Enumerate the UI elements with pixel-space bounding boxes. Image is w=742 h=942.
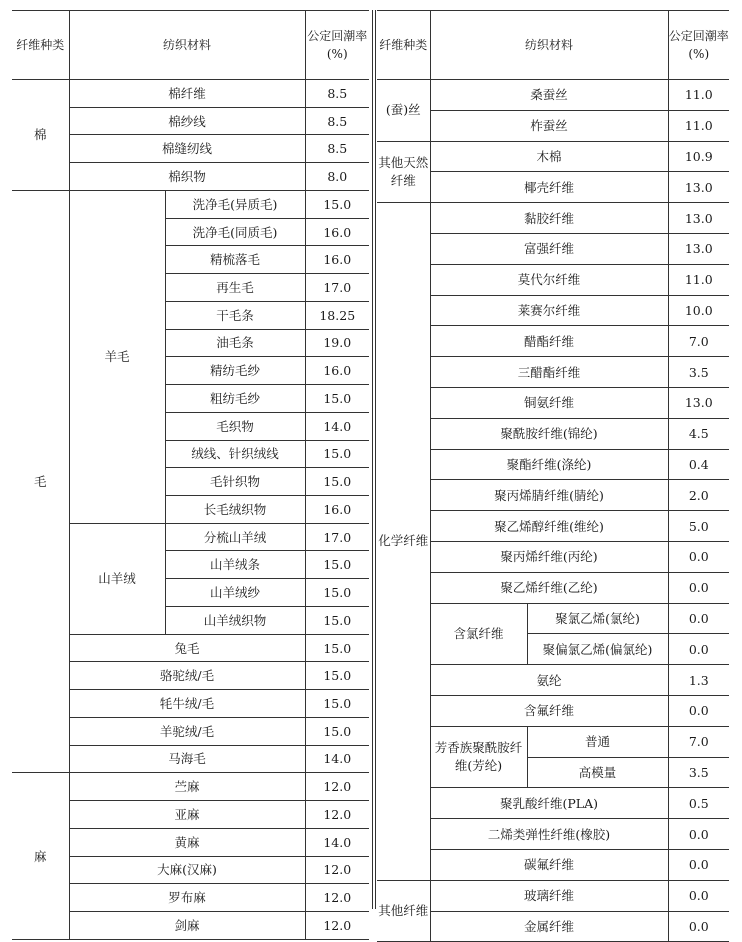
- material-name: 碳氟纤维: [430, 849, 668, 880]
- material-name: 山羊绒织物: [165, 606, 305, 634]
- material-name: 绒线、针织绒线: [165, 440, 305, 468]
- regain-value: 0.0: [668, 634, 729, 665]
- material-name: 聚酯纤维(涤纶): [430, 449, 668, 480]
- material-name: 醋酯纤维: [430, 326, 668, 357]
- regain-value: 3.5: [668, 357, 729, 388]
- material-name: 兔毛: [69, 634, 305, 662]
- material-name: 聚丙烯腈纤维(腈纶): [430, 480, 668, 511]
- material-name: 三醋酯纤维: [430, 357, 668, 388]
- material-name: 棉缝纫线: [69, 135, 305, 163]
- header-material: 纺织材料: [69, 11, 305, 80]
- regain-value: 11.0: [668, 264, 729, 295]
- table-row: [377, 911, 729, 942]
- material-name: 铜氨纤维: [430, 387, 668, 418]
- material-name: 大麻(汉麻): [69, 856, 305, 884]
- table-row: [377, 11, 729, 80]
- material-name: 聚乙烯纤维(乙纶): [430, 572, 668, 603]
- material-name: 木棉: [430, 141, 668, 172]
- regain-value: 1.3: [668, 665, 729, 696]
- table-row: [377, 326, 729, 357]
- regain-value: 3.5: [668, 757, 729, 788]
- regain-value: 15.0: [305, 190, 369, 218]
- regain-value: 13.0: [668, 233, 729, 264]
- material-name: 莫代尔纤维: [430, 264, 668, 295]
- category-hemp: 麻: [12, 773, 69, 939]
- material-name: 骆驼绒/毛: [69, 662, 305, 690]
- category-chemical: 化学纤维: [377, 203, 430, 881]
- regain-value: 0.0: [668, 603, 729, 634]
- table-row: [12, 773, 369, 801]
- category-other-fibers: 其他纤维: [377, 880, 430, 942]
- regain-value: 13.0: [668, 387, 729, 418]
- header-category: 纤维种类: [377, 11, 430, 80]
- material-name: 苎麻: [69, 773, 305, 801]
- category-other-natural: 其他天然纤维: [377, 141, 430, 203]
- regain-value: 15.0: [305, 662, 369, 690]
- table-row: [377, 541, 729, 572]
- regain-value: 8.5: [305, 80, 369, 108]
- regain-value: 16.0: [305, 218, 369, 246]
- regain-value: 0.0: [668, 880, 729, 911]
- table-row: [12, 11, 369, 80]
- table-row: [377, 572, 729, 603]
- material-name: 精梳落毛: [165, 246, 305, 274]
- material-name: 黏胶纤维: [430, 203, 668, 234]
- table-row: [377, 80, 729, 111]
- regain-value: 8.5: [305, 107, 369, 135]
- table-row: [377, 695, 729, 726]
- category-wool: 毛: [12, 190, 69, 772]
- table-row: [377, 203, 729, 234]
- table-row: [377, 511, 729, 542]
- regain-value: 13.0: [668, 172, 729, 203]
- regain-value: 12.0: [305, 773, 369, 801]
- material-name: 玻璃纤维: [430, 880, 668, 911]
- material-name: 富强纤维: [430, 233, 668, 264]
- material-name: 洗净毛(异质毛): [165, 190, 305, 218]
- material-name: 聚乙烯醇纤维(维纶): [430, 511, 668, 542]
- regain-value: 14.0: [305, 412, 369, 440]
- material-name: 羊驼绒/毛: [69, 717, 305, 745]
- material-name: 洗净毛(同质毛): [165, 218, 305, 246]
- table-row: [377, 264, 729, 295]
- subcategory-cashmere: 山羊绒: [69, 523, 165, 634]
- regain-value: 17.0: [305, 523, 369, 551]
- regain-value: 12.0: [305, 912, 369, 940]
- regain-value: 18.25: [305, 301, 369, 329]
- material-name: 普通: [527, 726, 668, 757]
- regain-value: 5.0: [668, 511, 729, 542]
- regain-value: 15.0: [305, 468, 369, 496]
- regain-value: 14.0: [305, 828, 369, 856]
- table-row: [377, 603, 729, 634]
- regain-value: 15.0: [305, 551, 369, 579]
- material-name: 分梳山羊绒: [165, 523, 305, 551]
- table-row: [377, 819, 729, 850]
- table-row: [377, 880, 729, 911]
- material-name: 毛织物: [165, 412, 305, 440]
- material-name: 金属纤维: [430, 911, 668, 942]
- left-regain-table: [12, 10, 369, 940]
- regain-value: 10.9: [668, 141, 729, 172]
- category-cotton: 棉: [12, 80, 69, 191]
- category-silk: (蚕)丝: [377, 80, 430, 142]
- material-name: 精纺毛纱: [165, 357, 305, 385]
- header-regain: 公定回潮率(%): [668, 11, 729, 80]
- subcategory-chlorine: 含氯纤维: [430, 603, 527, 665]
- material-name: 黄麻: [69, 828, 305, 856]
- table-divider: [372, 10, 376, 909]
- material-name: 山羊绒纱: [165, 579, 305, 607]
- right-regain-table: [377, 10, 729, 942]
- material-name: 再生毛: [165, 274, 305, 302]
- regain-value: 16.0: [305, 357, 369, 385]
- material-name: 牦牛绒/毛: [69, 690, 305, 718]
- table-row: [377, 480, 729, 511]
- material-name: 二烯类弹性纤维(橡胶): [430, 819, 668, 850]
- table-row: [377, 172, 729, 203]
- regain-value: 16.0: [305, 496, 369, 524]
- material-name: 氨纶: [430, 665, 668, 696]
- table-row: [377, 665, 729, 696]
- table-row: [377, 295, 729, 326]
- regain-value: 0.0: [668, 541, 729, 572]
- table-row: [377, 849, 729, 880]
- subcategory-aramid: 芳香族聚酰胺纤维(芳纶): [430, 726, 527, 788]
- regain-value: 7.0: [668, 726, 729, 757]
- material-name: 聚偏氯乙烯(偏氯纶): [527, 634, 668, 665]
- material-name: 马海毛: [69, 745, 305, 773]
- material-name: 聚乳酸纤维(PLA): [430, 788, 668, 819]
- table-row: [377, 418, 729, 449]
- regain-value: 0.0: [668, 695, 729, 726]
- material-name: 棉纤维: [69, 80, 305, 108]
- material-name: 亚麻: [69, 801, 305, 829]
- table-row: [377, 449, 729, 480]
- table-row: [377, 788, 729, 819]
- regain-value: 13.0: [668, 203, 729, 234]
- regain-value: 11.0: [668, 80, 729, 111]
- regain-value: 15.0: [305, 579, 369, 607]
- header-regain: 公定回潮率(%): [305, 11, 369, 80]
- regain-value: 15.0: [305, 385, 369, 413]
- regain-value: 15.0: [305, 717, 369, 745]
- table-row: [12, 190, 369, 218]
- table-row: [377, 233, 729, 264]
- material-name: 罗布麻: [69, 884, 305, 912]
- regain-value: 2.0: [668, 480, 729, 511]
- material-name: 含氟纤维: [430, 695, 668, 726]
- header-material: 纺织材料: [430, 11, 668, 80]
- material-name: 棉纱线: [69, 107, 305, 135]
- regain-value: 17.0: [305, 274, 369, 302]
- material-name: 油毛条: [165, 329, 305, 357]
- regain-value: 4.5: [668, 418, 729, 449]
- regain-value: 16.0: [305, 246, 369, 274]
- regain-value: 19.0: [305, 329, 369, 357]
- regain-value: 10.0: [668, 295, 729, 326]
- regain-value: 0.0: [668, 911, 729, 942]
- regain-value: 15.0: [305, 606, 369, 634]
- material-name: 棉织物: [69, 163, 305, 191]
- table-row: [377, 110, 729, 141]
- material-name: 聚丙烯纤维(丙纶): [430, 541, 668, 572]
- table-row: [377, 726, 729, 757]
- regain-value: 0.0: [668, 849, 729, 880]
- table-row: [12, 80, 369, 108]
- material-name: 桑蚕丝: [430, 80, 668, 111]
- regain-value: 8.5: [305, 135, 369, 163]
- regain-value: 15.0: [305, 634, 369, 662]
- material-name: 长毛绒织物: [165, 496, 305, 524]
- material-name: 干毛条: [165, 301, 305, 329]
- regain-value: 12.0: [305, 801, 369, 829]
- material-name: 高模量: [527, 757, 668, 788]
- material-name: 聚酰胺纤维(锦纶): [430, 418, 668, 449]
- table-row: [377, 141, 729, 172]
- regain-value: 0.0: [668, 572, 729, 603]
- regain-value: 15.0: [305, 690, 369, 718]
- regain-value: 7.0: [668, 326, 729, 357]
- material-name: 椰壳纤维: [430, 172, 668, 203]
- material-name: 莱赛尔纤维: [430, 295, 668, 326]
- material-name: 毛针织物: [165, 468, 305, 496]
- subcategory-sheep-wool: 羊毛: [69, 190, 165, 523]
- regain-value: 0.5: [668, 788, 729, 819]
- material-name: 柞蚕丝: [430, 110, 668, 141]
- table-row: [377, 357, 729, 388]
- material-name: 粗纺毛纱: [165, 385, 305, 413]
- regain-value: 8.0: [305, 163, 369, 191]
- regain-value: 15.0: [305, 440, 369, 468]
- header-category: 纤维种类: [12, 11, 69, 80]
- regain-value: 12.0: [305, 856, 369, 884]
- regain-value: 0.4: [668, 449, 729, 480]
- material-name: 聚氯乙烯(氯纶): [527, 603, 668, 634]
- material-name: 剑麻: [69, 912, 305, 940]
- regain-value: 11.0: [668, 110, 729, 141]
- regain-value: 0.0: [668, 819, 729, 850]
- table-row: [377, 387, 729, 418]
- regain-value: 12.0: [305, 884, 369, 912]
- material-name: 山羊绒条: [165, 551, 305, 579]
- regain-value: 14.0: [305, 745, 369, 773]
